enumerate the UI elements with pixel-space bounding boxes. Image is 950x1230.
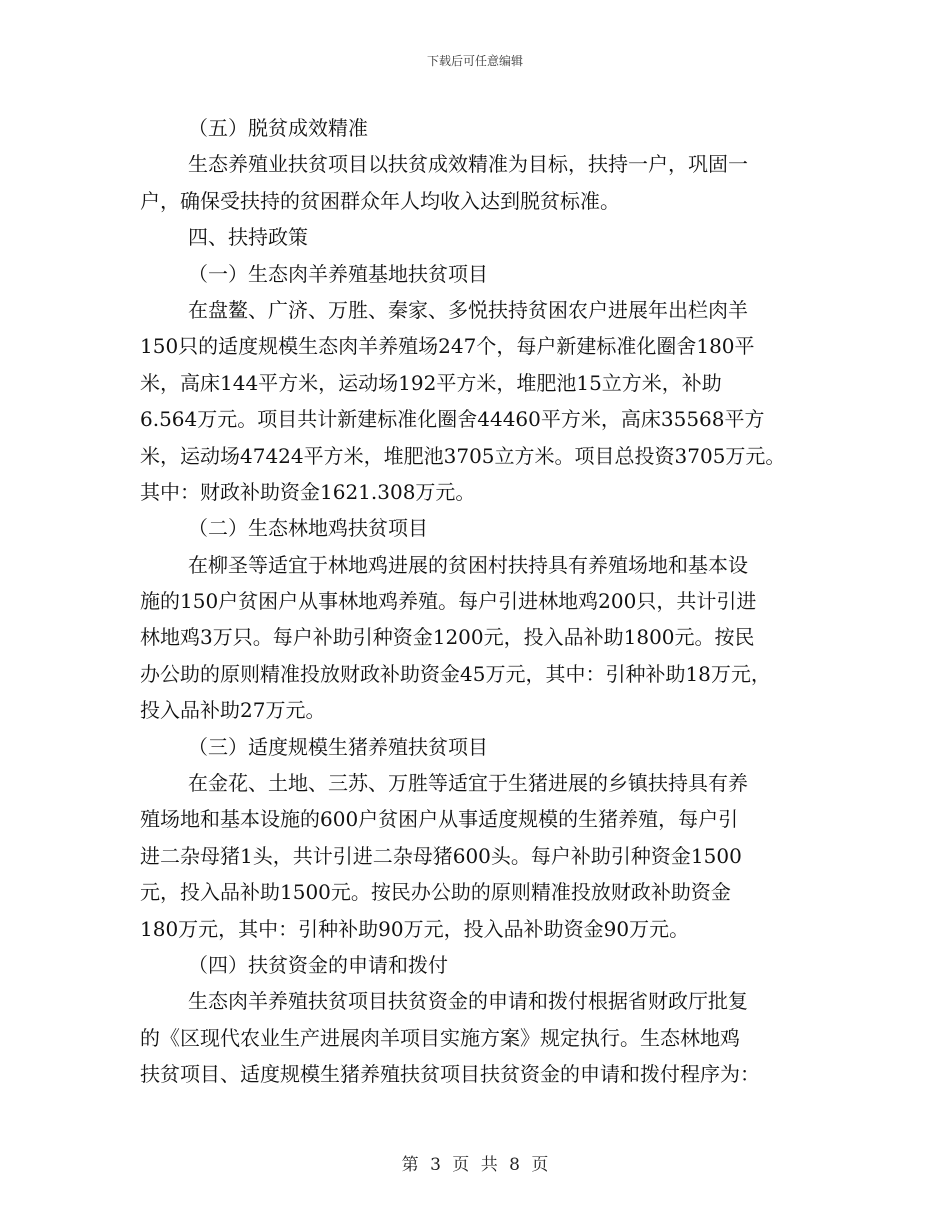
page-footer: 第 3 页 共 8 页 — [401, 1155, 549, 1175]
text-line: （一）生态肉羊养殖基地扶贫项目 — [188, 261, 488, 286]
text-line: 户，确保受扶持的贫困群众年人均收入达到脱贫标准。 — [140, 188, 620, 213]
text-line: 150只的适度规模生态肉羊养殖场247个，每户新建标准化圈舍180平 — [140, 334, 755, 359]
text-line: 生态肉羊养殖扶贫项目扶贫资金的申请和拨付根据省财政厅批复 — [188, 989, 748, 1014]
text-line: 米，运动场47424平方米，堆肥池3705立方米。项目总投资3705万元。 — [140, 443, 786, 468]
text-line: 生态养殖业扶贫项目以扶贫成效精准为目标，扶持一户，巩固一 — [188, 152, 748, 177]
text-line: 6.564万元。项目共计新建标准化圈舍44460平方米，高床35568平方 — [140, 407, 765, 432]
text-line: （四）扶贫资金的申请和拨付 — [188, 952, 448, 977]
text-line: 四、扶持政策 — [188, 225, 308, 250]
text-line: 林地鸡3万只。每户补助引种资金1200元，投入品补助1800元。按民 — [140, 625, 755, 650]
text-line: 扶贫项目、适度规模生猪养殖扶贫项目扶贫资金的申请和拨付程序为： — [140, 1062, 760, 1087]
text-line: 其中：财政补助资金1621.308万元。 — [140, 479, 476, 504]
text-line: 进二杂母猪1头，共计引进二杂母猪600头。每户补助引种资金1500 — [140, 843, 742, 868]
text-line: （二）生态林地鸡扶贫项目 — [188, 516, 428, 541]
text-line: （五）脱贫成效精准 — [188, 116, 368, 140]
text-line: 元，投入品补助1500元。按民办公助的原则精准投放财政补助资金 — [140, 880, 731, 905]
document-body — [140, 110, 820, 1093]
text-line: 办公助的原则精准投放财政补助资金45万元，其中：引种补助18万元， — [140, 661, 771, 686]
text-line: 投入品补助27万元。 — [140, 698, 326, 723]
text-line: 米，高床144平方米，运动场192平方米，堆肥池15立方米，补助 — [140, 370, 722, 395]
text-line: 殖场地和基本设施的600户贫困户从事适度规模的生猪养殖，每户引 — [140, 807, 739, 832]
text-line: 在盘鳌、广济、万胜、秦家、多悦扶持贫困农户进展年出栏肉羊 — [188, 297, 748, 322]
text-line: 施的150户贫困户从事林地鸡养殖。每户引进林地鸡200只，共计引进 — [140, 589, 757, 614]
text-line: 在金花、土地、三苏、万胜等适宜于生猪进展的乡镇扶持具有养 — [188, 771, 748, 796]
page-header: 下载后可任意编辑 — [426, 54, 523, 68]
text-line: 180万元，其中：引种补助90万元，投入品补助资金90万元。 — [140, 916, 690, 941]
text-line: 的《区现代农业生产进展肉羊项目实施方案》规定执行。生态林地鸡 — [140, 1025, 740, 1050]
text-line: （三）适度规模生猪养殖扶贫项目 — [188, 734, 488, 759]
text-line: 在柳圣等适宜于林地鸡进展的贫困村扶持具有养殖场地和基本设 — [188, 552, 748, 577]
